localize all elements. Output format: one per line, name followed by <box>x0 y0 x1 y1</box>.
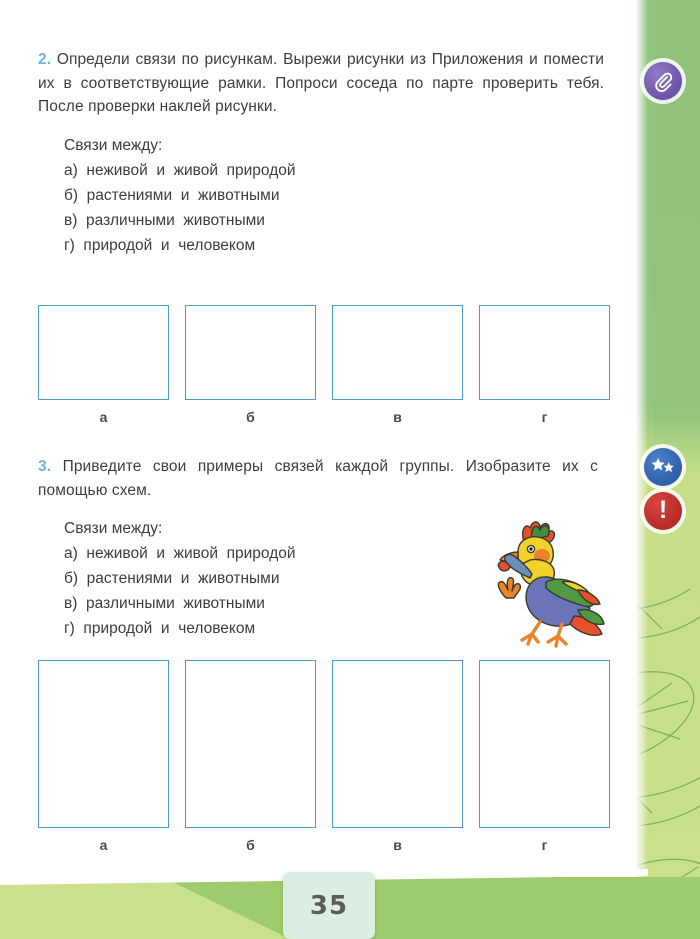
parrot-mascot <box>466 512 606 652</box>
task-2-answer-boxes <box>38 305 610 425</box>
task-3-list-item-g: г) природой и человеком <box>64 620 256 638</box>
answer-box-2-a-label: а <box>99 409 108 425</box>
task-2-list-item-v: в) различными животными <box>64 211 265 229</box>
answer-box-3-a[interactable] <box>38 660 169 828</box>
answer-box-2-b-label: б <box>246 409 255 425</box>
answer-cell <box>479 660 610 853</box>
task-2-list-item-a: а) неживой и живой природой <box>64 161 296 179</box>
answer-box-2-v-label: в <box>393 409 402 425</box>
task-2-text <box>38 48 604 119</box>
paperclip-badge[interactable] <box>644 62 682 100</box>
answer-box-2-g[interactable] <box>479 305 610 400</box>
task-3-text <box>38 455 598 502</box>
footer-light-wedge <box>0 877 290 939</box>
answer-box-2-v[interactable] <box>332 305 463 400</box>
answer-cell <box>38 305 169 425</box>
answer-box-3-a-label: а <box>99 837 108 853</box>
task-3-list-item-a: а) неживой и живой природой <box>64 545 296 563</box>
stars-badge[interactable] <box>644 448 682 486</box>
exclamation-badge[interactable] <box>644 492 682 530</box>
answer-box-3-b[interactable] <box>185 660 316 828</box>
task-2-list-lead: Связи между: <box>64 136 163 154</box>
task-3-list-item-b: б) растениями и животными <box>64 570 280 588</box>
answer-cell <box>185 305 316 425</box>
task-3-answer-boxes <box>38 660 610 853</box>
answer-box-3-b-label: б <box>246 837 255 853</box>
answer-box-2-g-label: г <box>541 409 548 425</box>
task-2-body: Определи связи по рисункам. Вырежи рисунки из Приложения и помести их в соответствующие рамки. Попроси соседа по парте проверить тебя. После проверки наклей рисунки. <box>38 51 604 116</box>
task-3-list-item-v: в) различными животными <box>64 595 265 613</box>
page-number: 35 <box>309 890 349 921</box>
task-3-body: Приведите свои примеры связей каждой группы. Изобразите их с помощью схем. <box>38 458 598 499</box>
answer-box-3-g-label: г <box>541 837 548 853</box>
task-3-list-lead: Связи между: <box>64 520 163 538</box>
answer-cell <box>38 660 169 853</box>
task-2-list <box>38 133 604 258</box>
task-2 <box>38 48 604 258</box>
page-number-tab <box>283 872 375 939</box>
two-stars-icon <box>650 457 676 477</box>
answer-box-3-v[interactable] <box>332 660 463 828</box>
answer-box-3-g[interactable] <box>479 660 610 828</box>
answer-cell <box>332 305 463 425</box>
answer-box-3-v-label: в <box>393 837 402 853</box>
answer-box-2-a[interactable] <box>38 305 169 400</box>
task-3-number: 3. <box>38 458 52 475</box>
answer-cell <box>479 305 610 425</box>
task-2-number: 2. <box>38 51 52 68</box>
answer-cell <box>185 660 316 853</box>
exclamation-icon: ! <box>658 495 668 524</box>
answer-box-2-b[interactable] <box>185 305 316 400</box>
answer-cell <box>332 660 463 853</box>
task-2-list-item-g: г) природой и человеком <box>64 236 256 254</box>
paperclip-icon <box>652 70 674 92</box>
task-2-list-item-b: б) растениями и животными <box>64 186 280 204</box>
